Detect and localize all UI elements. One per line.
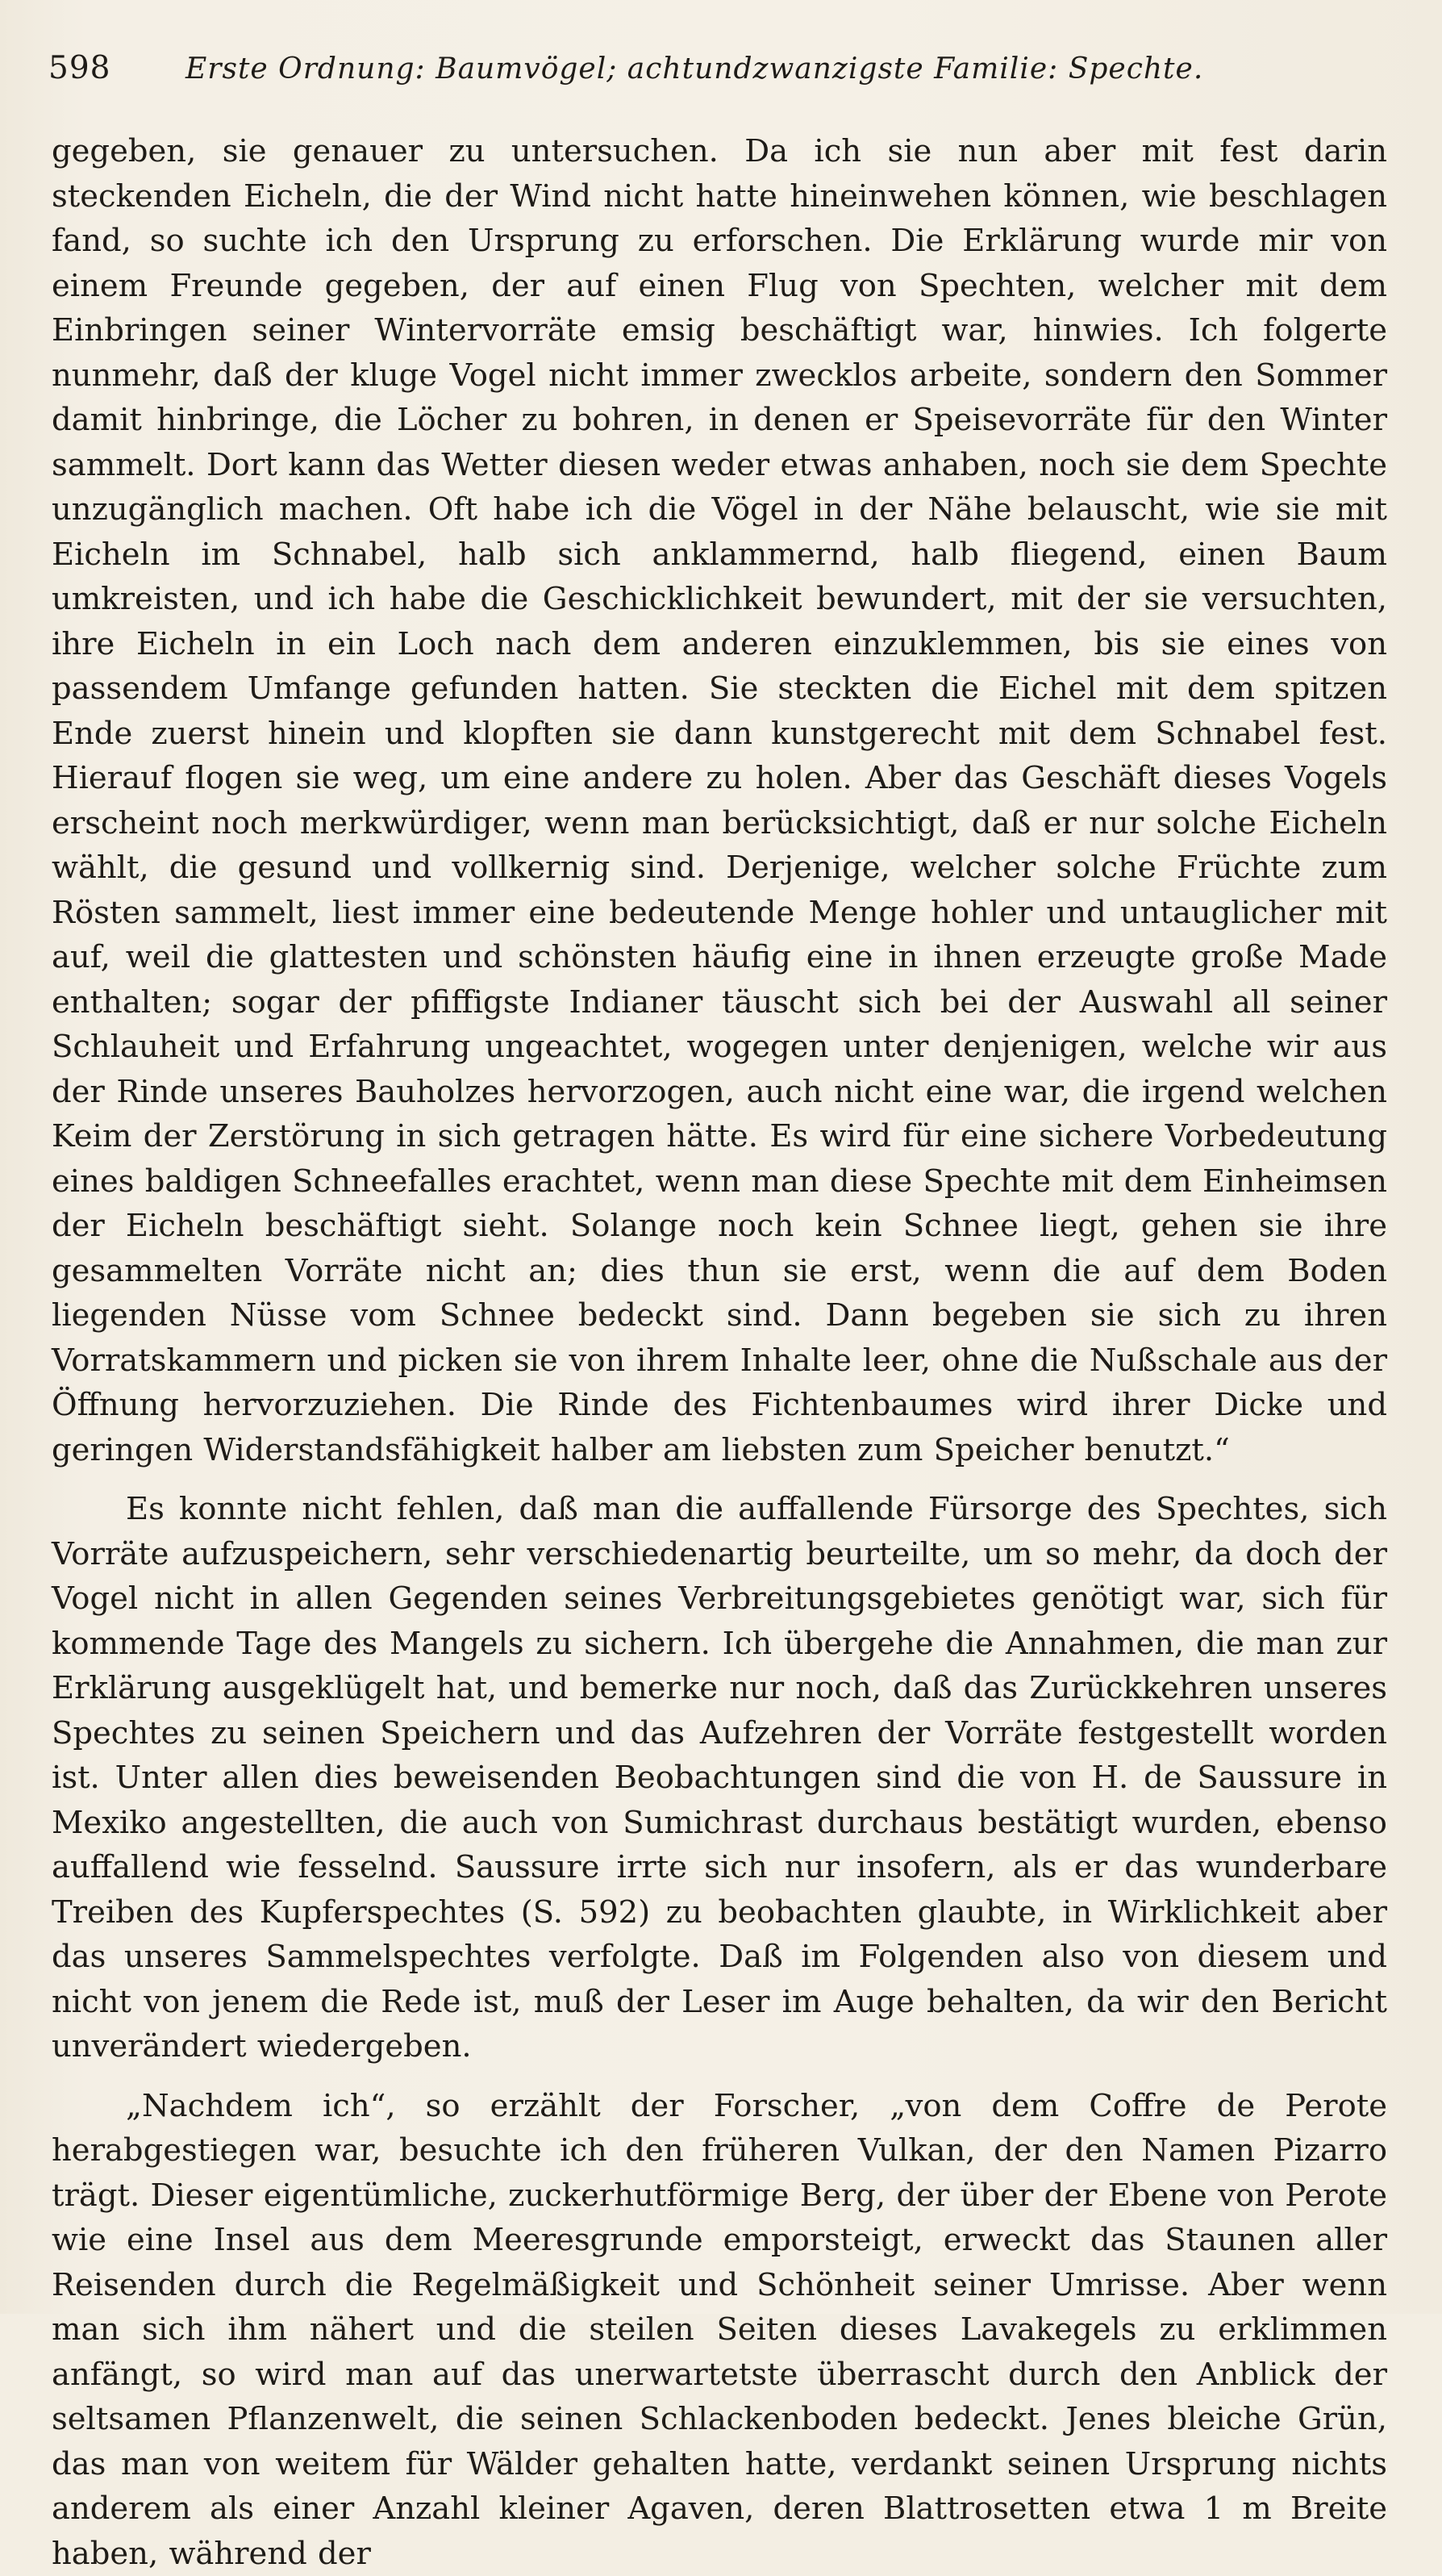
paragraph: „Nachdem ich“, so erzählt der Forscher, „von dem Coffre de Perote herabgestiegen war, besuchte ich den früheren Vulkan, der den Namen Pizarro trägt. Dieser eigentümliche, zuckerhutförmige Berg, der über der Ebene von Perote wie eine Insel aus dem Meeresgrunde emporsteigt, erweckt das Staunen aller Reisenden durch die Regelmäßigkeit und Schönheit seiner Umrisse. Aber wenn man sich ihm nähert und die steilen Seiten dieses Lavakegels zu erklimmen anfängt, so wird man auf das unerwartetste überrascht durch den Anblick der seltsamen Pflanzenwelt, die seinen Schlackenboden bedeckt. Jenes bleiche Grün, das man von weitem für Wälder gehalten hatte, verdankt seinen Ursprung nichts anderem als einer Anzahl kleiner Agaven, deren Blattrosetten etwa 1 m Breite haben, während der <box>52 2084 1387 2576</box>
paragraph: Es konnte nicht fehlen, daß man die auffallende Fürsorge des Spechtes, sich Vorräte aufzuspeichern, sehr verschiedenartig beurteilte, um so mehr, da doch der Vogel nicht in allen Gegenden seines Verbreitungsgebietes genötigt war, sich für kommende Tage des Mangels zu sichern. Ich übergehe die Annahmen, die man zur Erklärung ausgeklügelt hat, und bemerke nur noch, daß das Zurückkehren unseres Spechtes zu seinen Speichern und das Aufzehren der Vorräte festgestellt worden ist. Unter allen dies beweisenden Beobachtungen sind die von H. de Saussure in Mexiko angestellten, die auch von Sumichrast durchaus bestätigt wurden, ebenso auffallend wie fesselnd. Saussure irrte sich nur insofern, als er das wunderbare Treiben des Kupferspechtes (S. 592) zu beobachten glaubte, in Wirklichkeit aber das unseres Sammelspechtes verfolgte. Daß im Folgenden also von diesem und nicht von jenem die Rede ist, muß der Leser im Auge behalten, da wir den Bericht unverändert wiedergeben. <box>52 1487 1387 2069</box>
page-header <box>48 50 1394 98</box>
page-number: 598 <box>48 50 185 86</box>
paragraph: gegeben, sie genauer zu untersuchen. Da ich sie nun aber mit fest darin steckenden Eicheln, die der Wind nicht hatte hineinwehen können, wie beschlagen fand, so suchte ich den Ursprung zu erforschen. Die Erklärung wurde mir von einem Freunde gegeben, der auf einen Flug von Spechten, welcher mit dem Einbringen seiner Wintervorräte emsig beschäftigt war, hinwies. Ich folgerte nunmehr, daß der kluge Vogel nicht immer zwecklos arbeite, sondern den Sommer damit hinbringe, die Löcher zu bohren, in denen er Speisevorräte für den Winter sammelt. Dort kann das Wetter diesen weder etwas anhaben, noch sie dem Spechte unzugänglich machen. Oft habe ich die Vögel in der Nähe belauscht, wie sie mit Eicheln im Schnabel, halb sich anklammernd, halb fliegend, einen Baum umkreisten, und ich habe die Geschicklichkeit bewundert, mit der sie versuchten, ihre Eicheln in ein Loch nach dem anderen einzuklemmen, bis sie eines von passendem Umfange gefunden hatten. Sie steckten die Eichel mit dem spitzen Ende zuerst hinein und klopften sie dann kunstgerecht mit dem Schnabel fest. Hierauf flogen sie weg, um eine andere zu holen. Aber das Geschäft dieses Vogels erscheint noch merkwürdiger, wenn man berücksichtigt, daß er nur solche Eicheln wählt, die gesund und vollkernig sind. Derjenige, welcher solche Früchte zum Rösten sammelt, liest immer eine bedeutende Menge hohler und untauglicher mit auf, weil die glattesten und schönsten häufig eine in ihnen erzeugte große Made enthalten; sogar der pfiffigste Indianer täuscht sich bei der Auswahl all seiner Schlauheit und Erfahrung ungeachtet, wogegen unter denjenigen, welche wir aus der Rinde unseres Bauholzes hervorzogen, auch nicht eine war, die irgend welchen Keim der Zerstörung in sich getragen hätte. Es wird für eine sichere Vorbedeutung eines baldigen Schneefalles erachtet, wenn man diese Spechte mit dem Einheimsen der Eicheln beschäftigt sieht. Solange noch kein Schnee liegt, gehen sie ihre gesammelten Vorräte nicht an; dies thun sie erst, wenn die auf dem Boden liegenden Nüsse vom Schnee bedeckt sind. Dann begeben sie sich zu ihren Vorratskammern und picken sie von ihrem Inhalte leer, ohne die Nußschale aus der Öffnung hervorzuziehen. Die Rinde des Fichtenbaumes wird ihrer Dicke und geringen Widerstandsfähigkeit halber am liebsten zum Speicher benutzt.“ <box>52 129 1387 1472</box>
body-text <box>52 129 1387 2576</box>
running-head: Erste Ordnung: Baumvögel; achtundzwanzigste Familie: Spechte. <box>185 52 1203 86</box>
